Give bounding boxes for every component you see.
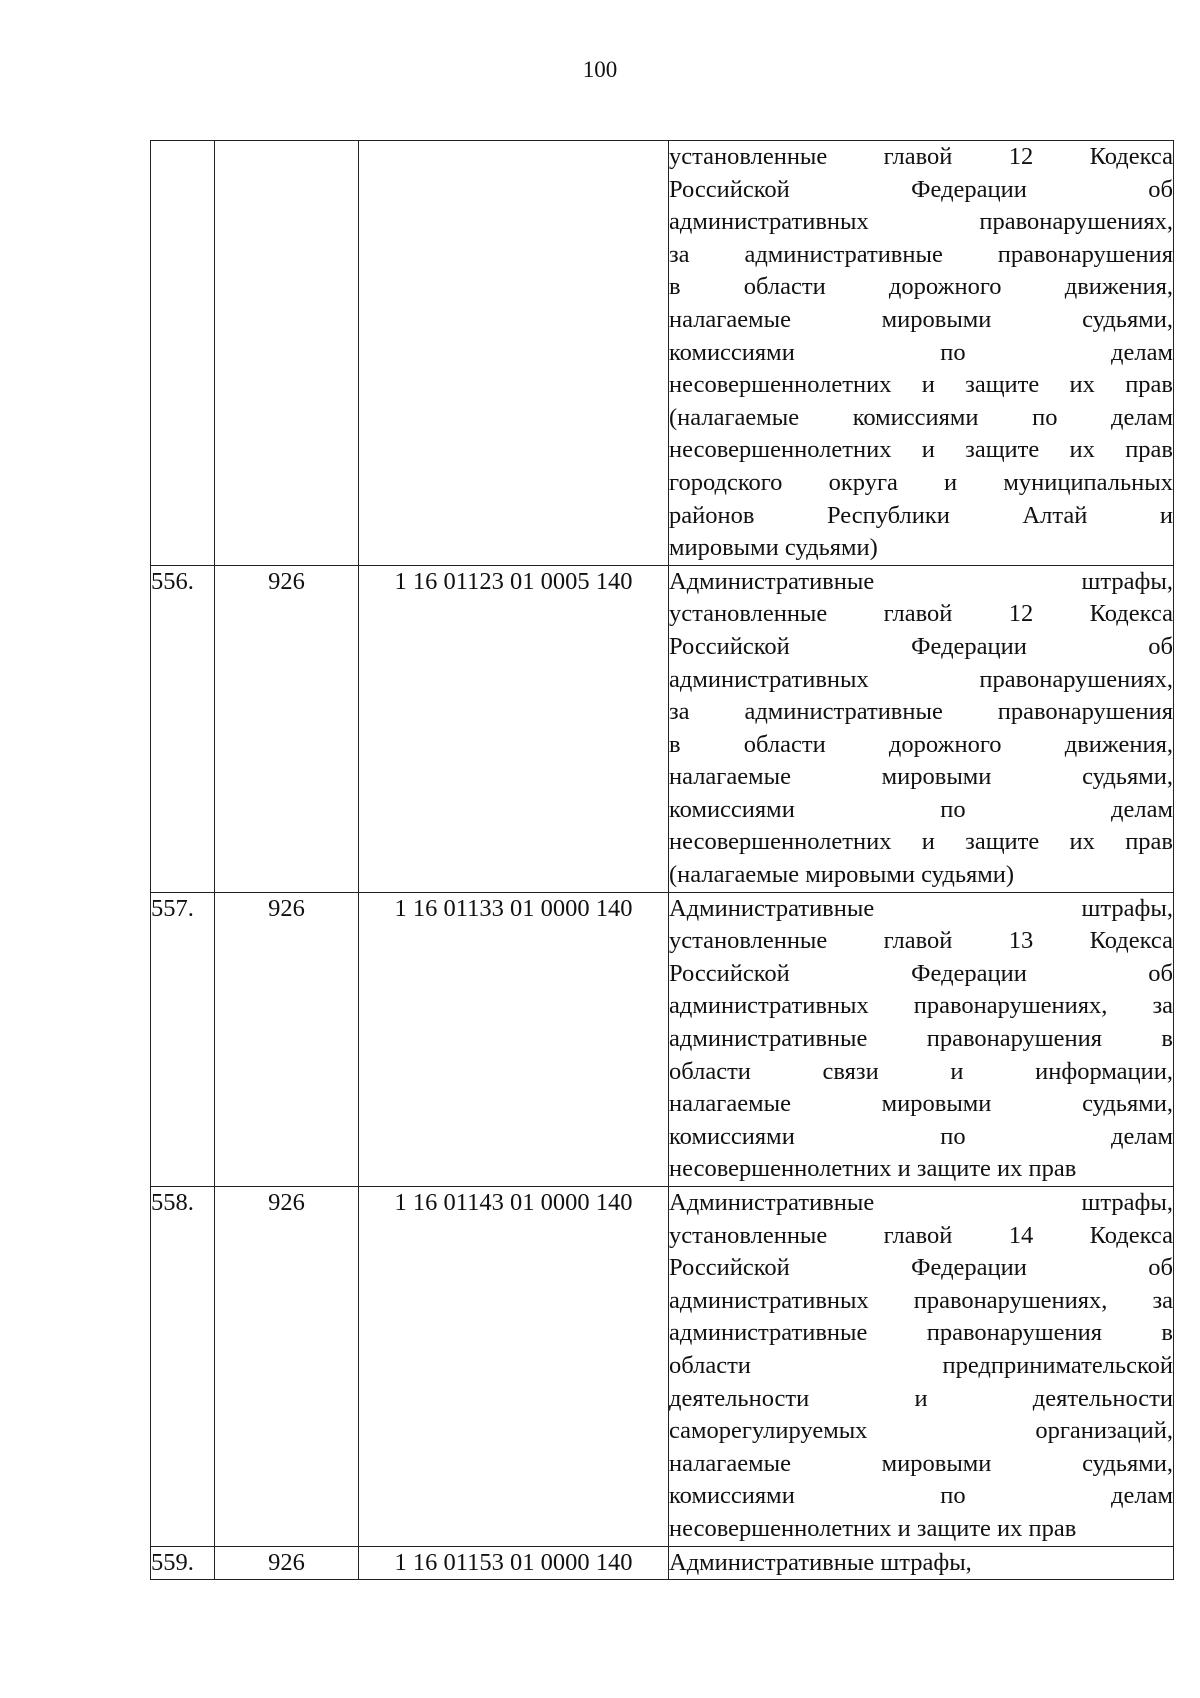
- description-line: несовершеннолетних и защите их прав: [669, 371, 1173, 399]
- table-row: [151, 1187, 1174, 1547]
- budget-classification-code-cell: 1 16 01153 01 0000 140: [359, 1546, 669, 1580]
- budget-classification-code-cell: 1 16 01143 01 0000 140: [359, 1187, 669, 1547]
- description-line: в области дорожного движения,: [669, 273, 1173, 301]
- description-line: городского округа и муниципальных: [669, 468, 1173, 496]
- description-line: установленные главой 12 Кодекса: [669, 143, 1173, 170]
- description-line: административных правонарушениях,: [669, 208, 1173, 236]
- description-line: Российской Федерации об: [669, 1254, 1173, 1282]
- description-line: комиссиями по делам: [669, 1122, 1173, 1150]
- description-line: области предпринимательской: [669, 1351, 1173, 1379]
- description-line: Административные штрафы,: [669, 894, 1173, 922]
- description-line: налагаемые мировыми судьями,: [669, 1090, 1173, 1118]
- description-line: налагаемые мировыми судьями,: [669, 305, 1173, 333]
- budget-codes-table: [150, 140, 1174, 1580]
- administrator-code-cell: 926: [215, 1187, 359, 1547]
- description-cell: [669, 1546, 1174, 1580]
- administrator-code-cell: 926: [215, 1546, 359, 1580]
- description-line: комиссиями по делам: [669, 795, 1173, 823]
- description-line: деятельности и деятельности: [669, 1384, 1173, 1412]
- description-line: несовершеннолетних и защите их прав: [669, 828, 1173, 856]
- description-line: мировыми судьями): [669, 534, 878, 562]
- table-row: [151, 565, 1174, 892]
- description-line: комиссиями по делам: [669, 1482, 1173, 1510]
- description-line: Российской Федерации об: [669, 632, 1173, 660]
- row-number-cell: 559.: [151, 1546, 215, 1580]
- table-body: [151, 141, 1174, 1580]
- budget-classification-code-cell: [359, 141, 669, 566]
- budget-classification-code-cell: 1 16 01123 01 0005 140: [359, 565, 669, 892]
- description-cell: [669, 1187, 1174, 1547]
- description-line: несовершеннолетних и защите их прав: [669, 1155, 1077, 1183]
- administrator-code-cell: 926: [215, 565, 359, 892]
- page-number: 100: [582, 57, 618, 82]
- row-number-cell: 557.: [151, 892, 215, 1186]
- description-line: административных правонарушениях, за: [669, 1286, 1173, 1314]
- description-line: (налагаемые мировыми судьями): [669, 861, 1015, 889]
- description-line: налагаемые мировыми судьями,: [669, 763, 1173, 791]
- description-line: налагаемые мировыми судьями,: [669, 1449, 1173, 1477]
- description-line: административные правонарушения в: [669, 1025, 1173, 1053]
- description-line: (налагаемые комиссиями по делам: [669, 403, 1173, 431]
- table-row: [151, 141, 1174, 566]
- description-line: несовершеннолетних и защите их прав: [669, 436, 1173, 464]
- description-line: саморегулируемых организаций,: [669, 1417, 1173, 1445]
- row-number-cell: 558.: [151, 1187, 215, 1547]
- description-line: области связи и информации,: [669, 1057, 1173, 1085]
- description-line: Административные штрафы,: [669, 567, 1173, 595]
- description-line: установленные главой 12 Кодекса: [669, 600, 1173, 628]
- description-line: установленные главой 14 Кодекса: [669, 1221, 1173, 1249]
- row-number-cell: 556.: [151, 565, 215, 892]
- description-line: несовершеннолетних и защите их прав: [669, 1514, 1077, 1542]
- description-line: Российской Федерации об: [669, 175, 1173, 203]
- description-line: Административные штрафы,: [669, 1548, 972, 1576]
- description-line: Административные штрафы,: [669, 1189, 1173, 1216]
- description-line: в области дорожного движения,: [669, 730, 1173, 758]
- description-line: за административные правонарушения: [669, 698, 1173, 726]
- description-line: районов Республики Алтай и: [669, 501, 1173, 529]
- description-line: административные правонарушения в: [669, 1319, 1173, 1347]
- description-line: установленные главой 13 Кодекса: [669, 927, 1173, 955]
- administrator-code-cell: 926: [215, 892, 359, 1186]
- description-line: административных правонарушениях,: [669, 665, 1173, 693]
- description-line: административных правонарушениях, за: [669, 992, 1173, 1020]
- description-cell: [669, 565, 1174, 892]
- administrator-code-cell: [215, 141, 359, 566]
- description-line: за административные правонарушения: [669, 240, 1173, 268]
- table-row: [151, 1546, 1174, 1580]
- description-line: комиссиями по делам: [669, 338, 1173, 366]
- budget-classification-code-cell: 1 16 01133 01 0000 140: [359, 892, 669, 1186]
- row-number-cell: [151, 141, 215, 566]
- description-line: Российской Федерации об: [669, 959, 1173, 987]
- description-cell: [669, 141, 1174, 566]
- description-cell: [669, 892, 1174, 1186]
- table-row: [151, 892, 1174, 1186]
